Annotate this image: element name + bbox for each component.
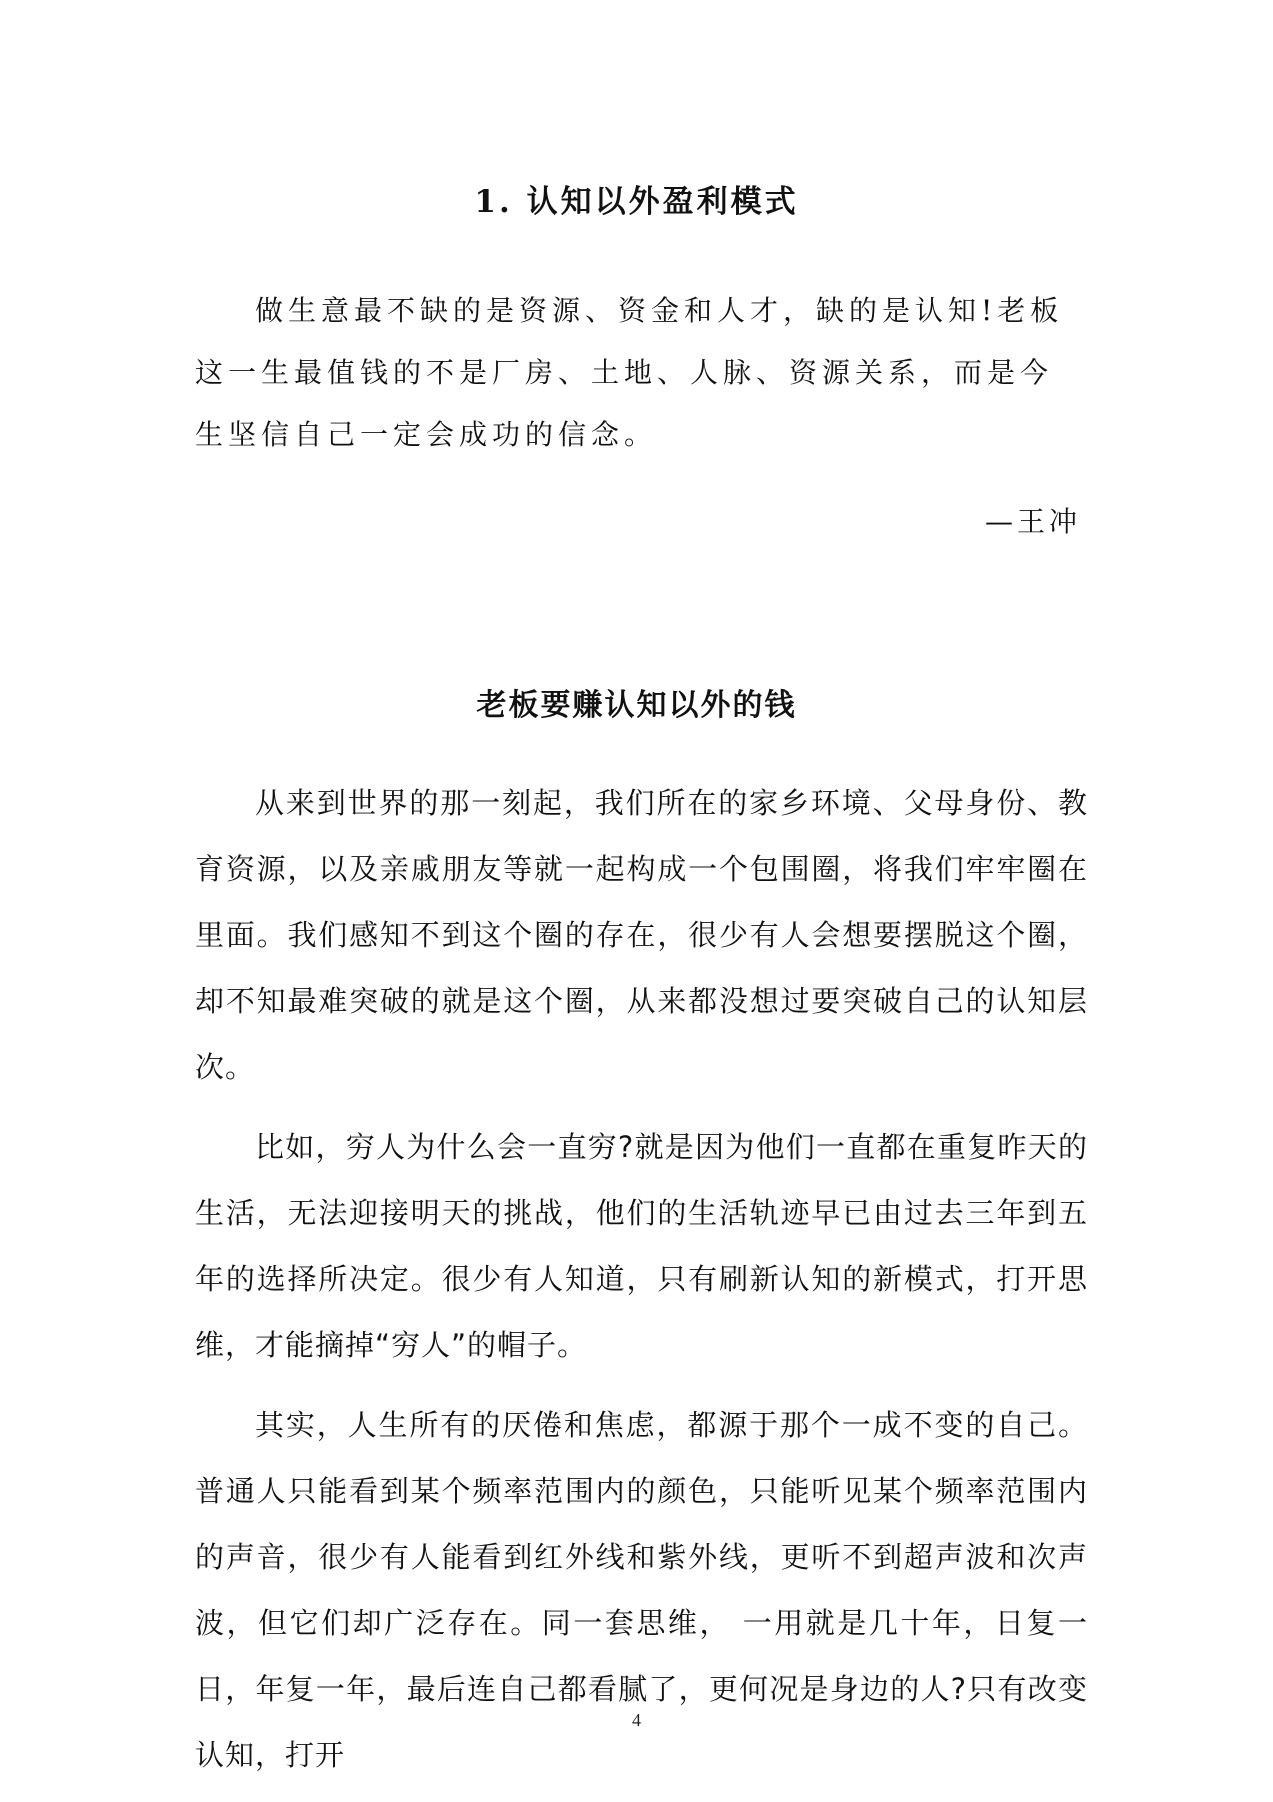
section-title: 老板要赚认知以外的钱 bbox=[476, 688, 797, 723]
body-paragraph: 从来到世界的那一刻起，我们所在的家乡环境、父母身份、教育资源，以及亲戚朋友等就一起构成一个包围圈，将我们牢牢圈在里面。我们感知不到这个圈的存在，很少有人会想要摆脱这个圈，却不知最难突破的就是这个圈，从来都没想过要突破自己的认知层次。 bbox=[195, 786, 1088, 1084]
chapter-title: 1. 认知以外盈利模式 bbox=[474, 184, 799, 220]
body-paragraph: 比如，穷人为什么会一直穷?就是因为他们一直都在重复昨天的生活，无法迎接明天的挑战，他们的生活轨迹早已由过去三年到五年的选择所决定。很少有人知道，只有刷新认知的新模式，打开思维，才能摘掉“穷人”的帽子。 bbox=[195, 1130, 1088, 1362]
body-paragraph: 其实，人生所有的厌倦和焦虑，都源于那个一成不变的自己。普通人只能看到某个频率范围内的颜色，只能听见某个频率范围内的声音，很少有人能看到红外线和紫外线，更听不到超声波和次声波，但它们却广泛存在。同一套思维， 一用就是几十年，日复一日，年复一年，最后连自己都看腻了，更何况是身边的人?只有改变认知，打开 bbox=[195, 1408, 1088, 1772]
page-number: 4 bbox=[632, 1710, 641, 1730]
chapter-quote bbox=[195, 280, 1080, 466]
quote-text: 做生意最不缺的是资源、资金和人才，缺的是认知!老板这一生最值钱的不是厂房、土地、人脉、资源关系，而是今生坚信自己一定会成功的信念。 bbox=[195, 294, 1064, 451]
section-body bbox=[195, 770, 1088, 1802]
quote-author: —王冲 bbox=[984, 505, 1081, 538]
